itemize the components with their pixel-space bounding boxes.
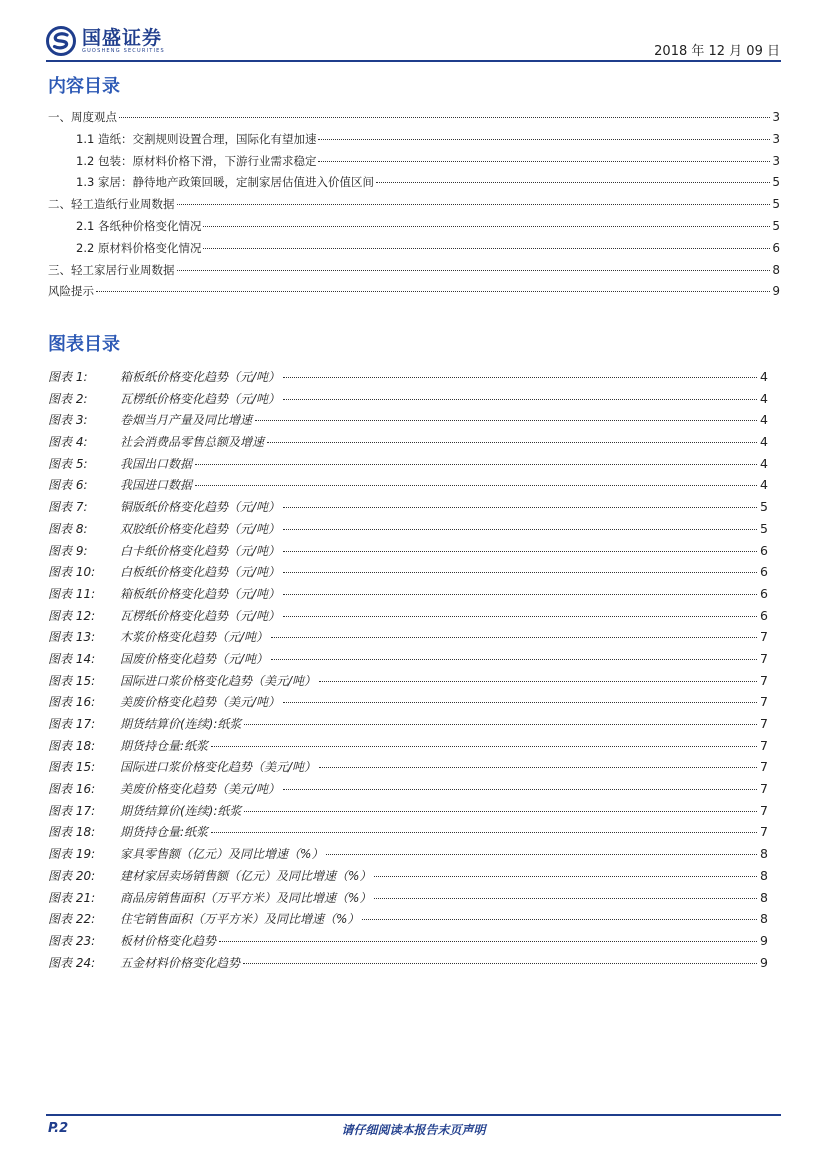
figure-entry-label[interactable]: 住宅销售面积（万平方米）及同比增速（%） xyxy=(120,912,360,927)
toc-entry-page: 5 xyxy=(772,218,780,233)
figures-title: 图表目录 xyxy=(48,334,120,355)
figure-entry-page: 7 xyxy=(760,629,768,645)
figure-entry[interactable] xyxy=(48,691,768,713)
figure-entry-number: 图表 3: xyxy=(48,413,88,428)
figure-entry-label[interactable]: 箱板纸价格变化趋势（元/吨） xyxy=(120,370,281,384)
figure-leader xyxy=(283,399,757,400)
figure-entry-label[interactable]: 国际进口浆价格变化趋势（美元/吨） xyxy=(120,760,317,775)
figure-leader xyxy=(195,485,757,486)
page-number: P.2 xyxy=(48,1121,69,1136)
figure-entry-number: 图表 15: xyxy=(48,760,96,775)
figure-entry-number: 图表 9: xyxy=(48,543,88,558)
toc-entry[interactable] xyxy=(48,216,780,238)
figure-entry-page: 5 xyxy=(760,499,768,515)
figure-entry-page: 6 xyxy=(760,607,768,623)
figure-entry[interactable] xyxy=(48,366,768,388)
toc-leader xyxy=(177,270,771,271)
figure-entry[interactable] xyxy=(48,409,768,431)
figure-entry-number: 图表 20: xyxy=(48,868,96,883)
toc-entry[interactable] xyxy=(48,194,780,216)
figure-leader xyxy=(283,616,757,617)
figure-entry[interactable] xyxy=(48,583,768,605)
figure-entry[interactable] xyxy=(48,800,768,822)
figure-leader xyxy=(244,724,757,725)
figure-entry-label[interactable]: 我国进口数据 xyxy=(120,478,193,493)
toc-entry-label[interactable]: 1.2 包装：原材料价格下滑，下游行业需求稳定 xyxy=(76,153,317,168)
figure-entry-number: 图表 23: xyxy=(48,933,96,948)
footer-divider xyxy=(46,1114,781,1116)
figure-entry-page: 4 xyxy=(760,390,768,406)
contents-list xyxy=(48,107,780,303)
figure-entry-page: 7 xyxy=(760,802,768,818)
figure-leader xyxy=(195,464,757,465)
company-logo-icon xyxy=(46,26,76,56)
figure-entry-page: 4 xyxy=(760,455,768,471)
figure-entry-label[interactable]: 家具零售额（亿元）及同比增速（%） xyxy=(120,847,324,862)
toc-entry-label[interactable]: 2.1 各纸种价格变化情况 xyxy=(76,218,202,233)
figure-entry-page: 4 xyxy=(760,412,768,428)
figures-list xyxy=(48,366,768,973)
figure-entry-page: 5 xyxy=(760,520,768,536)
figure-leader xyxy=(243,963,757,964)
figure-entry-number: 图表 13: xyxy=(48,630,96,645)
toc-entry-page: 5 xyxy=(772,175,780,190)
figure-entry-page: 9 xyxy=(760,932,768,948)
figure-leader xyxy=(319,767,757,768)
figure-entry-label[interactable]: 期货结算价(连续):纸浆 xyxy=(120,803,242,818)
figure-entry-label[interactable]: 社会消费品零售总额及增速 xyxy=(120,435,265,450)
toc-entry-page: 8 xyxy=(772,262,780,277)
figure-entry-page: 9 xyxy=(760,954,768,970)
toc-leader xyxy=(376,182,770,183)
figure-entry-page: 6 xyxy=(760,564,768,580)
figure-entry[interactable] xyxy=(48,756,768,778)
company-logo xyxy=(46,26,165,56)
toc-leader xyxy=(318,161,770,162)
toc-entry-label[interactable]: 风险提示 xyxy=(48,284,94,299)
figure-entry-number: 图表 7: xyxy=(48,500,88,515)
figure-entry[interactable] xyxy=(48,648,768,670)
figure-entry[interactable] xyxy=(48,821,768,843)
figure-entry-label[interactable]: 铜版纸价格变化趋势（元/吨） xyxy=(120,500,281,515)
toc-entry[interactable] xyxy=(48,129,780,151)
figure-leader xyxy=(283,572,757,573)
figure-entry[interactable] xyxy=(48,952,768,974)
figure-entry[interactable] xyxy=(48,388,768,410)
company-sub-name: GUOSHENG SECURITIES xyxy=(82,47,165,54)
figure-leader xyxy=(283,377,757,378)
figure-entry-number: 图表 16: xyxy=(48,782,96,797)
toc-leader xyxy=(177,204,771,205)
figure-entry-page: 7 xyxy=(760,716,768,731)
figure-entry[interactable] xyxy=(48,540,768,562)
figure-entry-page: 8 xyxy=(760,846,768,862)
toc-entry-page: 5 xyxy=(772,197,780,212)
toc-entry[interactable] xyxy=(48,238,780,260)
toc-entry[interactable] xyxy=(48,151,780,173)
figure-entry-number: 图表 1: xyxy=(48,370,88,384)
figure-entry-page: 6 xyxy=(760,542,768,558)
figure-entry[interactable] xyxy=(48,778,768,800)
figure-entry[interactable] xyxy=(48,518,768,540)
figure-entry[interactable] xyxy=(48,474,768,496)
figure-entry-page: 7 xyxy=(760,650,768,666)
figure-leader xyxy=(211,746,757,747)
figure-entry-label[interactable]: 期货持仓量:纸浆 xyxy=(120,825,209,840)
figure-entry-label[interactable]: 木浆价格变化趋势（元/吨） xyxy=(120,630,269,645)
figure-entry-label[interactable]: 瓦楞纸价格变化趋势（元/吨） xyxy=(120,608,281,623)
figure-entry[interactable] xyxy=(48,605,768,627)
figure-entry[interactable] xyxy=(48,713,768,735)
figure-entry-number: 图表 14: xyxy=(48,651,96,666)
figure-entry-label[interactable]: 白卡纸价格变化趋势（元/吨） xyxy=(120,543,281,558)
figure-entry[interactable] xyxy=(48,843,768,865)
figure-entry-page: 6 xyxy=(760,585,768,601)
figure-leader xyxy=(374,898,757,899)
figure-entry-label[interactable]: 我国出口数据 xyxy=(120,456,193,471)
figure-entry-page: 4 xyxy=(760,369,768,384)
figure-entry-label[interactable]: 建材家居卖场销售额（亿元）及同比增速（%） xyxy=(120,868,372,883)
figure-entry-number: 图表 21: xyxy=(48,890,96,905)
figure-entry-page: 7 xyxy=(760,694,768,710)
figure-entry-number: 图表 5: xyxy=(48,456,88,471)
figure-entry-number: 图表 17: xyxy=(48,717,96,731)
figure-entry[interactable] xyxy=(48,431,768,453)
toc-entry[interactable] xyxy=(48,281,780,303)
toc-leader xyxy=(96,291,770,292)
toc-leader xyxy=(318,139,770,140)
figure-leader xyxy=(319,681,757,682)
figure-entry-label[interactable]: 国废价格变化趋势（元/吨） xyxy=(120,651,269,666)
figure-entry-number: 图表 11: xyxy=(48,586,96,601)
figure-leader xyxy=(271,637,757,638)
figure-entry[interactable] xyxy=(48,908,768,930)
figure-leader xyxy=(283,594,757,595)
figure-leader xyxy=(283,551,757,552)
toc-entry-page: 3 xyxy=(772,153,780,168)
figure-entry-page: 7 xyxy=(760,737,768,753)
figure-leader xyxy=(283,507,757,508)
figure-leader xyxy=(244,811,757,812)
figure-leader xyxy=(362,919,757,920)
figure-entry-label[interactable]: 五金材料价格变化趋势 xyxy=(120,955,241,970)
figure-entry-page: 7 xyxy=(760,672,768,688)
figure-entry-page: 7 xyxy=(760,781,768,797)
header-divider xyxy=(46,60,781,62)
figure-entry-page: 8 xyxy=(760,889,768,905)
toc-entry[interactable] xyxy=(48,260,780,282)
figure-entry-number: 图表 24: xyxy=(48,955,96,970)
figure-leader xyxy=(374,876,757,877)
toc-entry-label[interactable]: 三、轻工家居行业周数据 xyxy=(48,262,175,277)
toc-entry[interactable] xyxy=(48,107,780,129)
figure-entry-page: 7 xyxy=(760,824,768,840)
footer-disclaimer: 请仔细阅读本报告末页声明 xyxy=(341,1123,486,1137)
figure-leader xyxy=(283,529,757,530)
figure-entry-page: 4 xyxy=(760,434,768,450)
figure-leader xyxy=(219,941,757,942)
figure-entry-label[interactable]: 瓦楞纸价格变化趋势（元/吨） xyxy=(120,391,281,406)
figure-entry-label[interactable]: 商品房销售面积（万平方米）及同比增速（%） xyxy=(120,890,372,905)
figure-entry-label[interactable]: 白板纸价格变化趋势（元/吨） xyxy=(120,565,281,580)
toc-leader xyxy=(119,117,770,118)
figure-entry-number: 图表 18: xyxy=(48,738,96,753)
toc-entry-page: 3 xyxy=(772,110,780,124)
toc-leader xyxy=(203,226,770,227)
figure-leader xyxy=(283,702,757,703)
figure-entry-number: 图表 15: xyxy=(48,673,96,688)
figure-entry-label[interactable]: 卷烟当月产量及同比增速 xyxy=(120,413,253,428)
figure-entry-page: 8 xyxy=(760,911,768,927)
figure-entry[interactable] xyxy=(48,453,768,475)
figure-entry-label[interactable]: 板材价格变化趋势 xyxy=(120,933,217,948)
figure-entry-label[interactable]: 双胶纸价格变化趋势（元/吨） xyxy=(120,521,281,536)
toc-entry-label[interactable]: 一、周度观点 xyxy=(48,110,117,124)
figure-leader xyxy=(283,789,757,790)
toc-entry-label[interactable]: 2.2 原材料价格变化情况 xyxy=(76,240,202,255)
toc-entry-page: 3 xyxy=(772,131,780,146)
toc-entry-label[interactable]: 1.3 家居：静待地产政策回暖，定制家居估值进入价值区间 xyxy=(76,175,374,190)
figure-entry-number: 图表 6: xyxy=(48,478,88,493)
figure-entry-label[interactable]: 美废价格变化趋势（美元/吨） xyxy=(120,782,281,797)
toc-entry-label[interactable]: 1.1 造纸：交割规则设置合理，国际化有望加速 xyxy=(76,131,317,146)
figure-entry-label[interactable]: 国际进口浆价格变化趋势（美元/吨） xyxy=(120,673,317,688)
figure-entry[interactable] xyxy=(48,887,768,909)
figure-entry-number: 图表 2: xyxy=(48,391,88,406)
figure-entry-label[interactable]: 期货结算价(连续):纸浆 xyxy=(120,717,242,731)
figure-entry[interactable] xyxy=(48,561,768,583)
figure-entry-number: 图表 8: xyxy=(48,521,88,536)
figure-entry[interactable] xyxy=(48,496,768,518)
figure-entry-number: 图表 22: xyxy=(48,912,96,927)
figure-entry-number: 图表 17: xyxy=(48,803,96,818)
contents-title: 内容目录 xyxy=(48,76,120,97)
figure-entry-page: 8 xyxy=(760,867,768,883)
figure-entry-number: 图表 16: xyxy=(48,695,96,710)
figure-leader xyxy=(326,854,757,855)
figure-entry-number: 图表 4: xyxy=(48,435,88,450)
figure-entry-label[interactable]: 美废价格变化趋势（美元/吨） xyxy=(120,695,281,710)
figure-entry[interactable] xyxy=(48,670,768,692)
report-date: 2018 年 12 月 09 日 xyxy=(654,44,780,59)
figure-entry[interactable] xyxy=(48,865,768,887)
toc-leader xyxy=(203,248,770,249)
figure-entry-number: 图表 18: xyxy=(48,825,96,840)
toc-entry[interactable] xyxy=(48,172,780,194)
figure-entry-label[interactable]: 期货持仓量:纸浆 xyxy=(120,738,209,753)
figure-entry-page: 4 xyxy=(760,477,768,493)
figure-entry-number: 图表 10: xyxy=(48,565,96,580)
figure-entry[interactable] xyxy=(48,626,768,648)
figure-leader xyxy=(211,832,757,833)
figure-leader xyxy=(255,420,757,421)
figure-entry-number: 图表 19: xyxy=(48,847,96,862)
toc-entry-page: 9 xyxy=(772,284,780,299)
toc-entry-label[interactable]: 二、轻工造纸行业周数据 xyxy=(48,197,175,212)
toc-entry-page: 6 xyxy=(772,240,780,255)
figure-entry[interactable] xyxy=(48,930,768,952)
figure-leader xyxy=(267,442,757,443)
company-name: 国盛证券 xyxy=(82,26,163,49)
figure-entry-number: 图表 12: xyxy=(48,608,96,623)
figure-leader xyxy=(271,659,757,660)
figure-entry-page: 7 xyxy=(760,759,768,775)
figure-entry[interactable] xyxy=(48,735,768,757)
figure-entry-label[interactable]: 箱板纸价格变化趋势（元/吨） xyxy=(120,586,281,601)
